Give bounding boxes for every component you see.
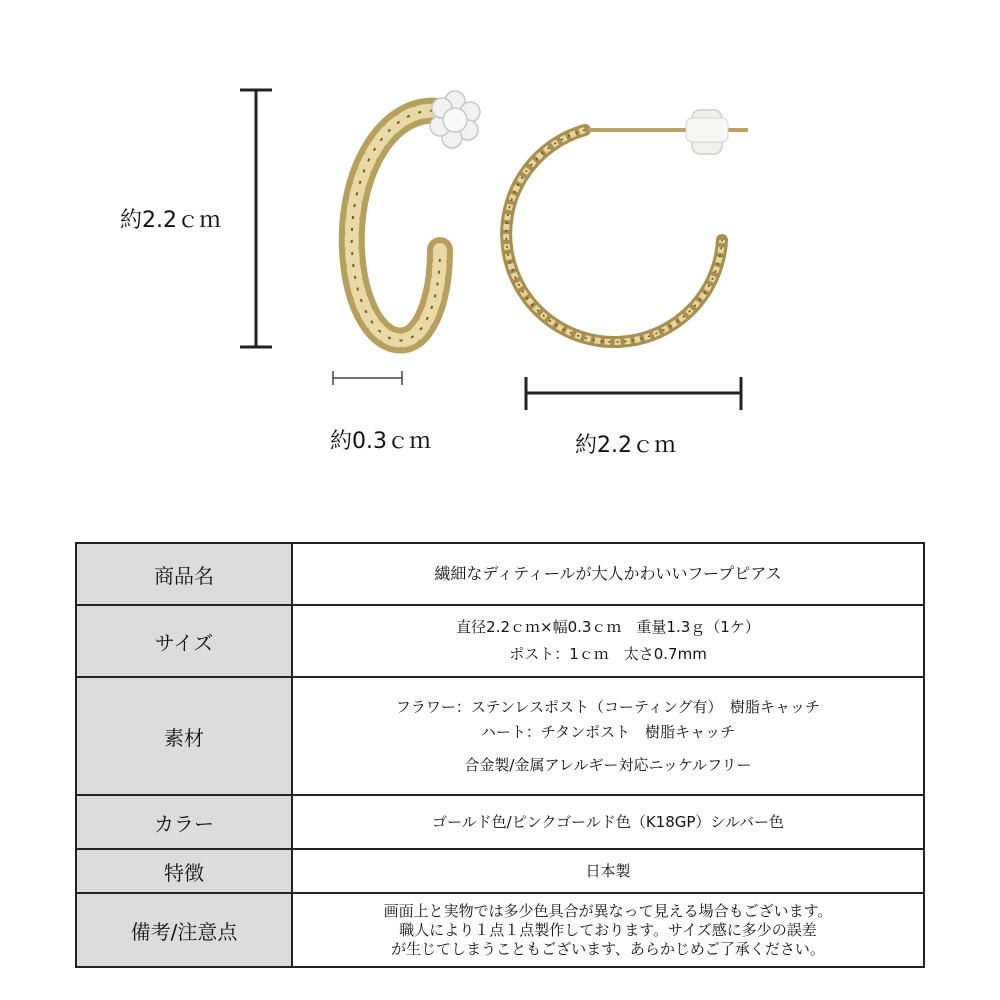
value-line: 画面上と実物では多少色具合が異なって見える場合もございます。 — [383, 901, 833, 920]
spec-row-product-name — [76, 543, 924, 605]
row-label: カラー — [76, 795, 292, 849]
spec-table — [75, 542, 925, 968]
row-value — [292, 543, 924, 605]
value-line: が生じてしまうこともございます、あらかじめご了承ください。 — [391, 939, 825, 958]
earring-side-view — [352, 91, 480, 340]
width-dimension-bar — [333, 371, 402, 385]
value-line: ポスト：1ｃｍ 太さ0.7mm — [509, 645, 707, 663]
flower-catch — [430, 91, 480, 148]
row-value — [292, 849, 924, 893]
spec-row-color — [76, 795, 924, 849]
row-label: 備考/注意点 — [76, 893, 292, 967]
width-dimension-label: 約0.3ｃｍ — [330, 429, 431, 454]
spec-row-notes — [76, 893, 924, 967]
row-label: 特徴 — [76, 849, 292, 893]
row-label: サイズ — [76, 605, 292, 677]
row-label: 商品名 — [76, 543, 292, 605]
value-line: 職人により１点１点製作しております。サイズ感に多少の誤差 — [399, 920, 817, 939]
earring-front-view — [506, 110, 748, 342]
diameter-dimension-label: 約2.2ｃｍ — [575, 433, 676, 458]
row-value — [292, 605, 924, 677]
diameter-dimension-bar — [526, 377, 741, 410]
value-line: 合金製/金属アレルギー対応ニッケルフリー — [464, 755, 752, 774]
row-value — [292, 893, 924, 967]
height-dimension-bar — [240, 90, 272, 347]
spec-row-material — [76, 677, 924, 795]
value-line: 繊細なディティールが大人かわいいフープピアス — [434, 564, 782, 583]
spec-row-size — [76, 605, 924, 677]
spec-row-feature — [76, 849, 924, 893]
row-label: 素材 — [76, 677, 292, 795]
value-line: フラワー：ステンレスポスト（コーティング有） 樹脂キャッチ — [395, 697, 821, 716]
value-line: 直径2.2ｃｍ×幅0.3ｃｍ 重量1.3ｇ（1ケ） — [456, 618, 760, 636]
value-line: ゴールド色/ピンクゴールド色（K18GP）シルバー色 — [431, 812, 785, 831]
row-value — [292, 677, 924, 795]
value-line: ハート：チタンポスト 樹脂キャッチ — [480, 722, 736, 741]
value-line: 日本製 — [585, 861, 631, 880]
row-value — [292, 795, 924, 849]
height-dimension-label: 約2.2ｃｍ — [120, 208, 221, 233]
